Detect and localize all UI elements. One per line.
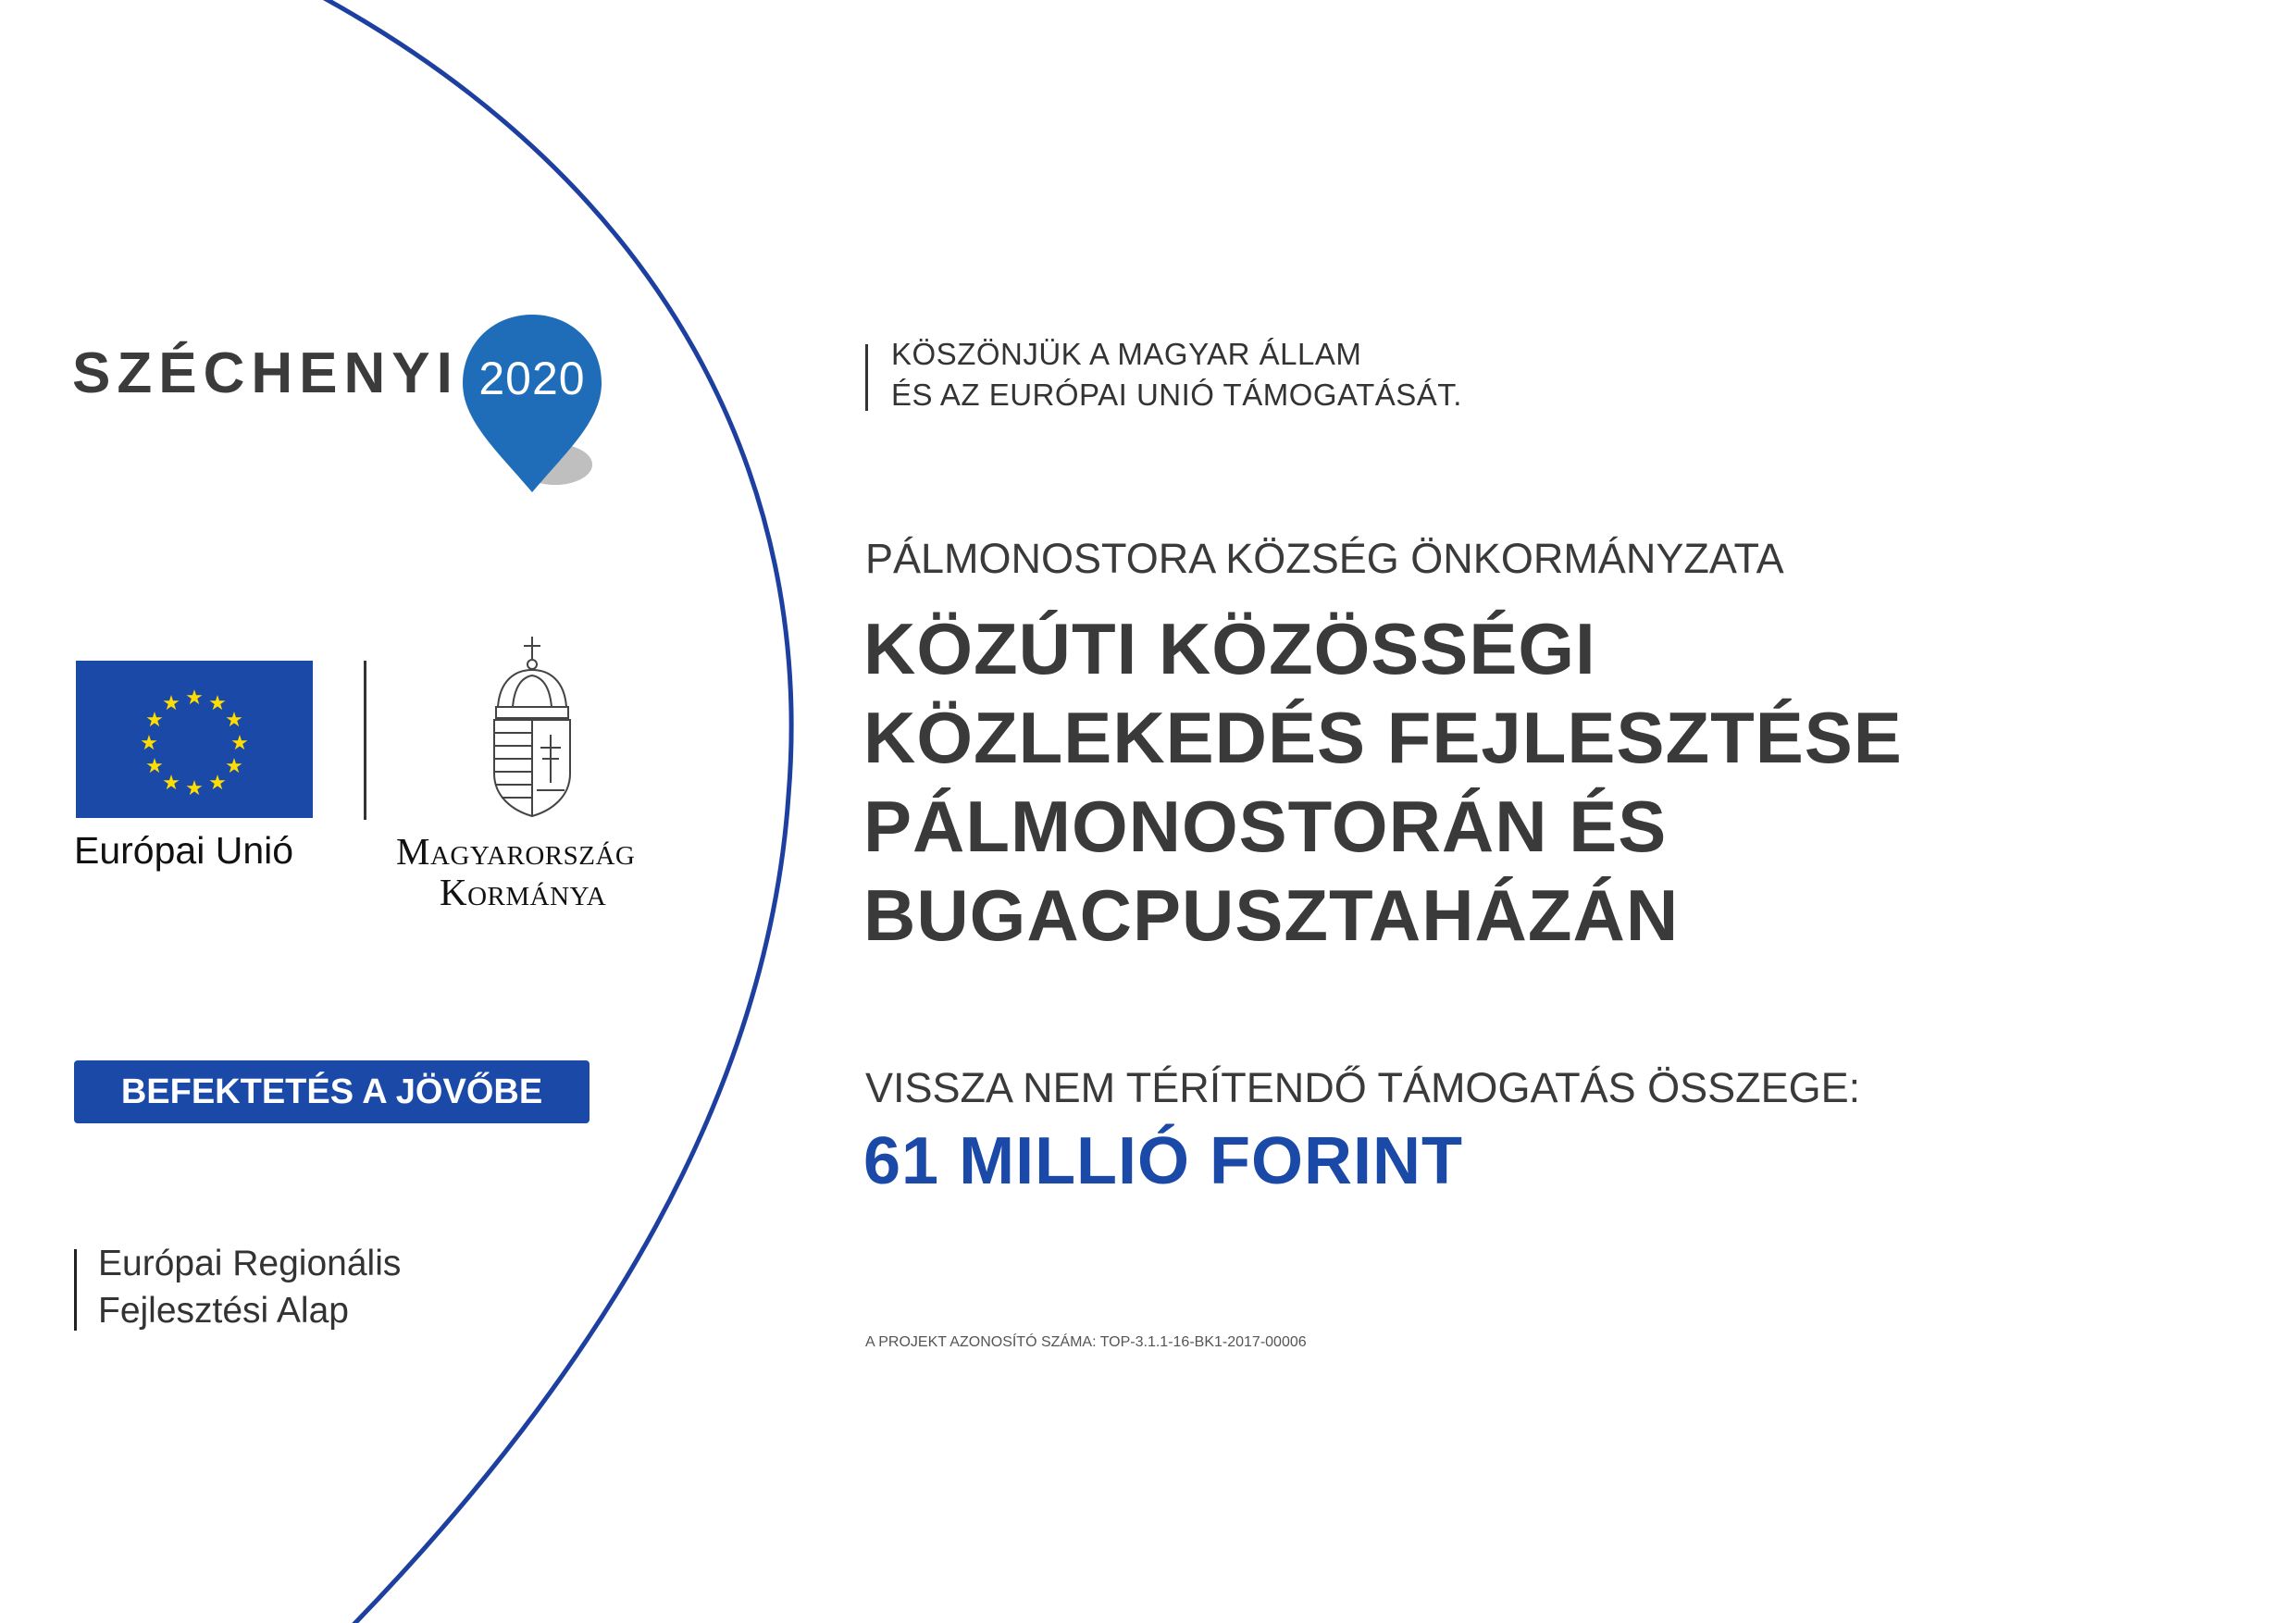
- beneficiary-name: PÁLMONOSTORA KÖZSÉG ÖNKORMÁNYZATA: [865, 535, 1784, 582]
- logo-divider: [364, 661, 366, 820]
- svg-text:★: ★: [140, 732, 158, 755]
- fund-label-line2: Fejlesztési Alap: [98, 1291, 349, 1331]
- svg-text:★: ★: [185, 687, 204, 710]
- svg-text:★: ★: [225, 709, 243, 732]
- project-id: A PROJEKT AZONOSÍTÓ SZÁMA: TOP-3.1.1-16-BK1-2017-00006: [865, 1334, 1307, 1350]
- grant-amount-label: VISSZA NEM TÉRÍTENDŐ TÁMOGATÁS ÖSSZEGE:: [865, 1064, 1861, 1111]
- svg-text:★: ★: [225, 755, 243, 778]
- grant-amount: 61 MILLIÓ FORINT: [863, 1124, 1464, 1198]
- svg-text:★: ★: [185, 777, 204, 800]
- fund-divider: [74, 1249, 77, 1331]
- thanks-line2: ÉS AZ EURÓPAI UNIÓ TÁMOGATÁSÁT.: [891, 378, 1462, 412]
- investing-in-future-badge: BEFEKTETÉS A JÖVŐBE: [74, 1060, 590, 1123]
- svg-text:★: ★: [230, 732, 249, 755]
- szechenyi-logo-text: SZÉCHENYI: [72, 341, 459, 405]
- government-label-line2: Kormánya: [440, 871, 607, 913]
- eu-label: Európai Unió: [74, 829, 294, 872]
- eu-flag-icon: [76, 661, 313, 818]
- svg-text:★: ★: [208, 692, 227, 715]
- svg-text:★: ★: [145, 755, 164, 778]
- svg-text:★: ★: [145, 709, 164, 732]
- thanks-line1: KÖSZÖNJÜK A MAGYAR ÁLLAM: [891, 337, 1362, 371]
- project-title-line3: PÁLMONOSTORÁN ÉS: [863, 786, 1668, 867]
- thanks-divider: [865, 344, 868, 411]
- coat-of-arms-icon: [487, 635, 577, 820]
- government-label-line1: Magyarország: [396, 830, 636, 873]
- project-title-line4: BUGACPUSZTAHÁZÁN: [863, 874, 1680, 956]
- szechenyi-logo-year: 2020: [478, 353, 586, 404]
- project-title-line2: KÖZLEKEDÉS FEJLESZTÉSE: [863, 697, 1903, 778]
- svg-text:★: ★: [208, 772, 227, 795]
- svg-text:★: ★: [162, 692, 180, 715]
- fund-label-line1: Európai Regionális: [98, 1244, 402, 1283]
- svg-text:★: ★: [162, 772, 180, 795]
- project-title-line1: KÖZÚTI KÖZÖSSÉGI: [863, 608, 1596, 689]
